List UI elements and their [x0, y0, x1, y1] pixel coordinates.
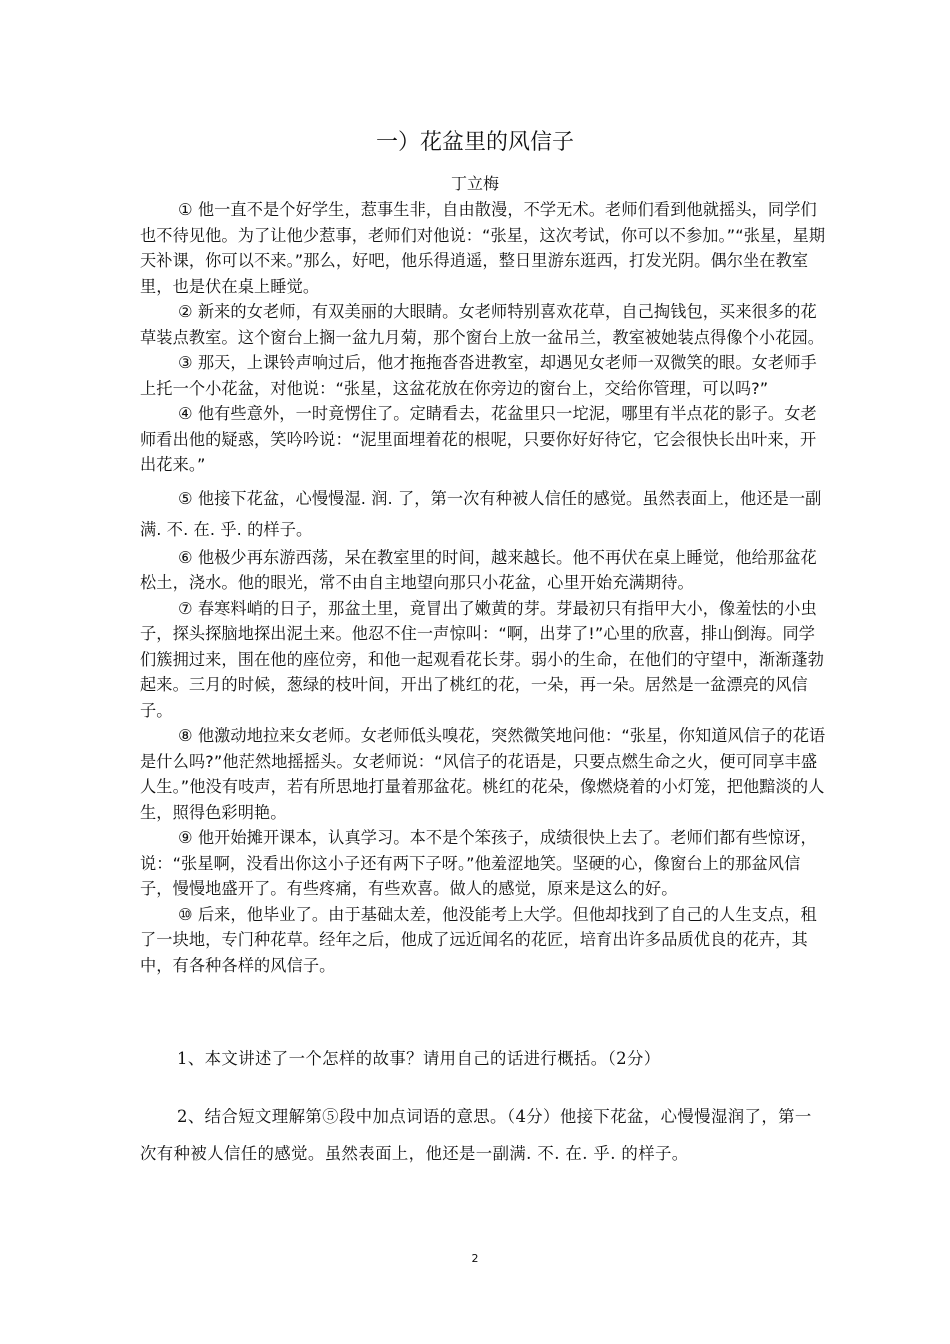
- paragraph-3: ③ 那天，上课铃声响过后，他才拖拖沓沓进教室，却遇见女老师一双微笑的眼。女老师手上托一个小花盆，对他说：“张星，这盆花放在你旁边的窗台上，交给你管理，可以吗?”: [140, 353, 817, 398]
- question-2: 2、结合短文理解第⑤段中加点词语的意思。（4分）他接下花盆，心慢慢湿润了，第一次有种被人信任的感觉。虽然表面上，他还是一副满. 不. 在. 乎. 的样子。: [140, 1107, 812, 1163]
- article-body: [140, 197, 826, 978]
- article-title: 一）花盆里的风信子: [375, 130, 574, 155]
- paragraph-6: ⑥ 他极少再东游西荡，呆在教室里的时间，越来越长。他不再伏在桌上睡觉，他给那盆花松土，浇水。他的眼光，常不由自主地望向那只小花盆，心里开始充满期待。: [140, 547, 817, 592]
- article-author: 丁立梅: [450, 174, 499, 193]
- paragraph-1: ① 他一直不是个好学生，惹事生非，自由散漫，不学无术。老师们看到他就摇头，同学们也不待见他。为了让他少惹事，老师们对他说：“张星，这次考试，你可以不参加。”“张星，星期天补课，你可以不来。”那么，好吧，他乐得逍遥，整日里游东逛西，打发光阴。偶尔坐在教室里，也是伏在桌上睡觉。: [140, 200, 826, 296]
- question-1: 1、本文讲述了一个怎样的故事？请用自己的话进行概括。（2分）: [177, 1049, 661, 1068]
- paragraph-8: ⑧ 他激动地拉来女老师。女老师低头嗅花，突然微笑地问他：“张星，你知道风信子的花语是什么吗?”他茫然地摇摇头。女老师说：“风信子的花语是，只要点燃生命之火，便可同享丰盛人生。”他没有吱声，若有所思地打量着那盆花。桃红的花朵，像燃烧着的小灯笼，把他黯淡的人生，照得色彩明艳。: [140, 726, 826, 822]
- paragraph-4: ④ 他有些意外，一时竟愣住了。定睛看去，花盆里只一坨泥，哪里有半点花的影子。女老师看出他的疑惑，笑吟吟说：“泥里面埋着花的根呢，只要你好好待它，它会很快长出叶来，开出花来。”: [140, 404, 817, 474]
- paragraph-10: ⑩ 后来，他毕业了。由于基础太差，他没能考上大学。但他却找到了自己的人生支点，租了一块地，专门种花草。经年之后，他成了远近闻名的花匠，培育出许多品质优良的花卉，其中，有各种各样的风信子。: [140, 904, 817, 975]
- page-number: 2: [471, 1252, 479, 1265]
- paragraph-5: ⑤ 他接下花盆，心慢慢湿. 润. 了，第一次有种被人信任的感觉。虽然表面上，他还是一副满. 不. 在. 乎. 的样子。: [140, 488, 822, 539]
- question-section: [140, 1040, 826, 1172]
- paragraph-9: ⑨ 他开始摊开课本，认真学习。本不是个笨孩子，成绩很快上去了。老师们都有些惊讶，说：“张星啊，没看出你这小子还有两下子呀。”他羞涩地笑。坚硬的心，像窗台上的那盆风信子，慢慢地盛开了。有些疼痛，有些欢喜。做人的感觉，原来是这么的好。: [140, 828, 817, 898]
- paragraph-2: ② 新来的女老师，有双美丽的大眼睛。女老师特别喜欢花草，自己掏钱包，买来很多的花草装点教室。这个窗台上搁一盆九月菊，那个窗台上放一盆吊兰，教室被她装点得像个小花园。: [140, 302, 825, 347]
- paragraph-7: ⑦ 春寒料峭的日子，那盆土里，竟冒出了嫩黄的芽。芽最初只有指甲大小，像羞怯的小虫子，探头探脑地探出泥土来。他忍不住一声惊叫：“啊，出芽了!”心里的欣喜，排山倒海。同学们簇拥过来，围在他的座位旁，和他一起观看花长芽。弱小的生命，在他们的守望中，渐渐蓬勃起来。三月的时候，葱绿的枝叶间，开出了桃红的花，一朵，再一朵。居然是一盆漂亮的风信子。: [140, 598, 825, 720]
